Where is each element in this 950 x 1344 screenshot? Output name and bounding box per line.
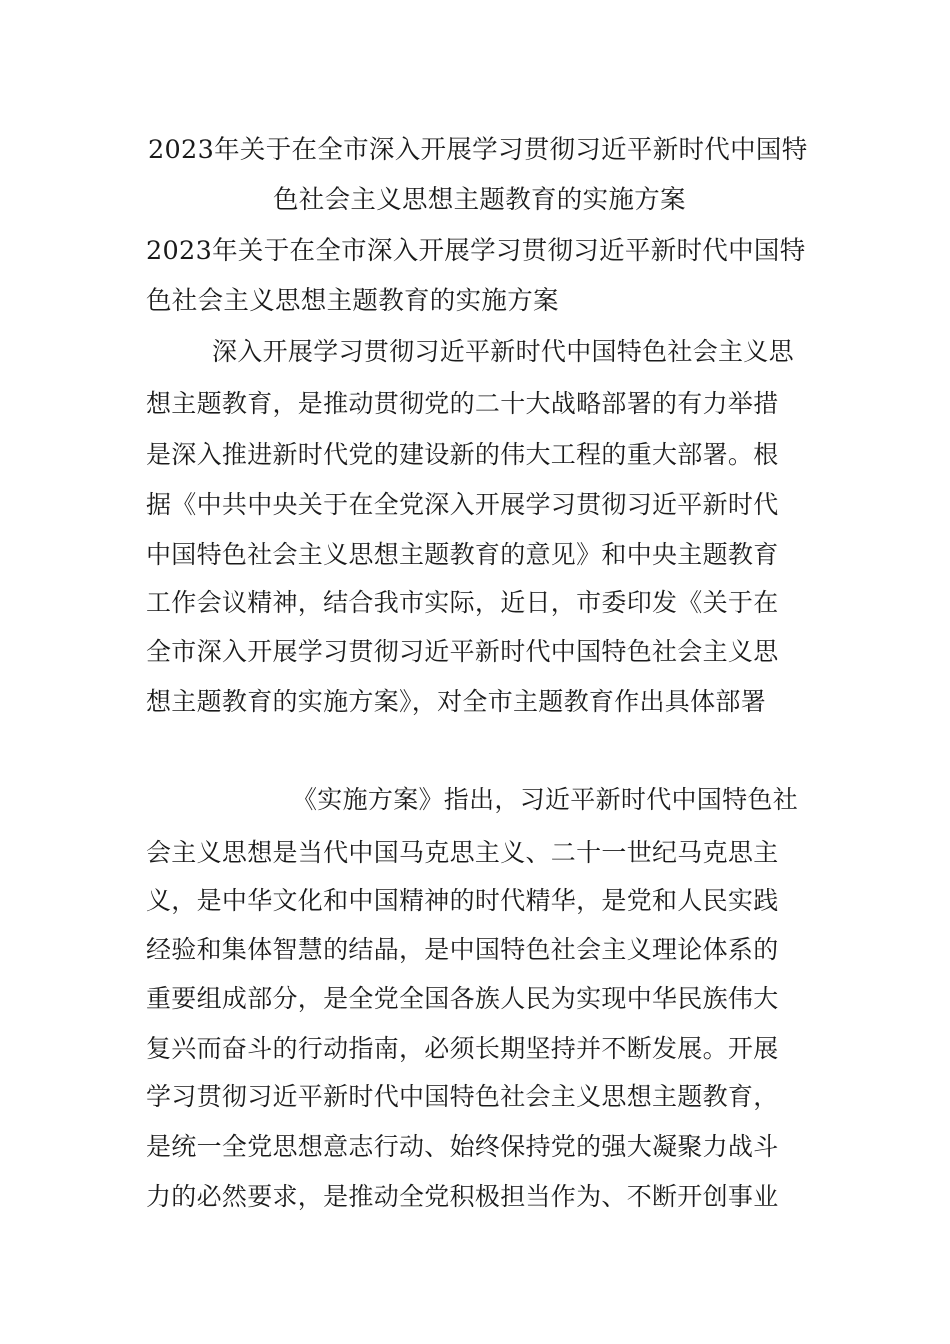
document-title-line-1: 2023年关于在全市深入开展学习贯彻习近平新时代中国特 [148,135,808,165]
paragraph-2-line: 《实施方案》指出，习近平新时代中国特色社 [292,785,799,814]
paragraph-2-line: 义，是中华文化和中国精神的时代精华，是党和人民实践 [146,886,779,915]
paragraph-1-line: 深入开展学习贯彻习近平新时代中国特色社会主义思 [212,337,794,366]
paragraph-2-line: 力的必然要求，是推动全党积极担当作为、不断开创事业 [146,1182,779,1211]
paragraph-2-line: 会主义思想是当代中国马克思主义、二十一世纪马克思主 [146,838,779,867]
paragraph-1-line: 据《中共中央关于在全党深入开展学习贯彻习近平新时代 [146,490,779,519]
paragraph-2-line: 经验和集体智慧的结晶，是中国特色社会主义理论体系的 [146,935,779,964]
document-title-line-2: 色社会主义思想主题教育的实施方案 [273,185,686,215]
paragraph-1-line: 想主题教育，是推动贯彻党的二十大战略部署的有力举措 [146,389,779,418]
paragraph-2-line: 是统一全党思想意志行动、始终保持党的强大凝聚力战斗 [146,1132,779,1161]
paragraph-2-line: 学习贯彻习近平新时代中国特色社会主义思想主题教育， [146,1082,779,1111]
paragraph-1-line: 中国特色社会主义思想主题教育的意见》和中央主题教育 [146,540,779,569]
paragraph-1-line: 全市深入开展学习贯彻习近平新时代中国特色社会主义思 [146,637,779,666]
document-heading-line-1: 2023年关于在全市深入开展学习贯彻习近平新时代中国特 [146,236,806,266]
paragraph-1-line: 是深入推进新时代党的建设新的伟大工程的重大部署。根 [146,440,779,469]
paragraph-1-line: 工作会议精神，结合我市实际，近日，市委印发《关于在 [146,588,779,617]
document-heading-line-2: 色社会主义思想主题教育的实施方案 [146,286,559,316]
paragraph-1-line: 想主题教育的实施方案》，对全市主题教育作出具体部署 [146,687,767,716]
paragraph-2-line: 重要组成部分，是全党全国各族人民为实现中华民族伟大 [146,984,779,1013]
paragraph-2-line: 复兴而奋斗的行动指南，必须长期坚持并不断发展。开展 [146,1034,779,1063]
